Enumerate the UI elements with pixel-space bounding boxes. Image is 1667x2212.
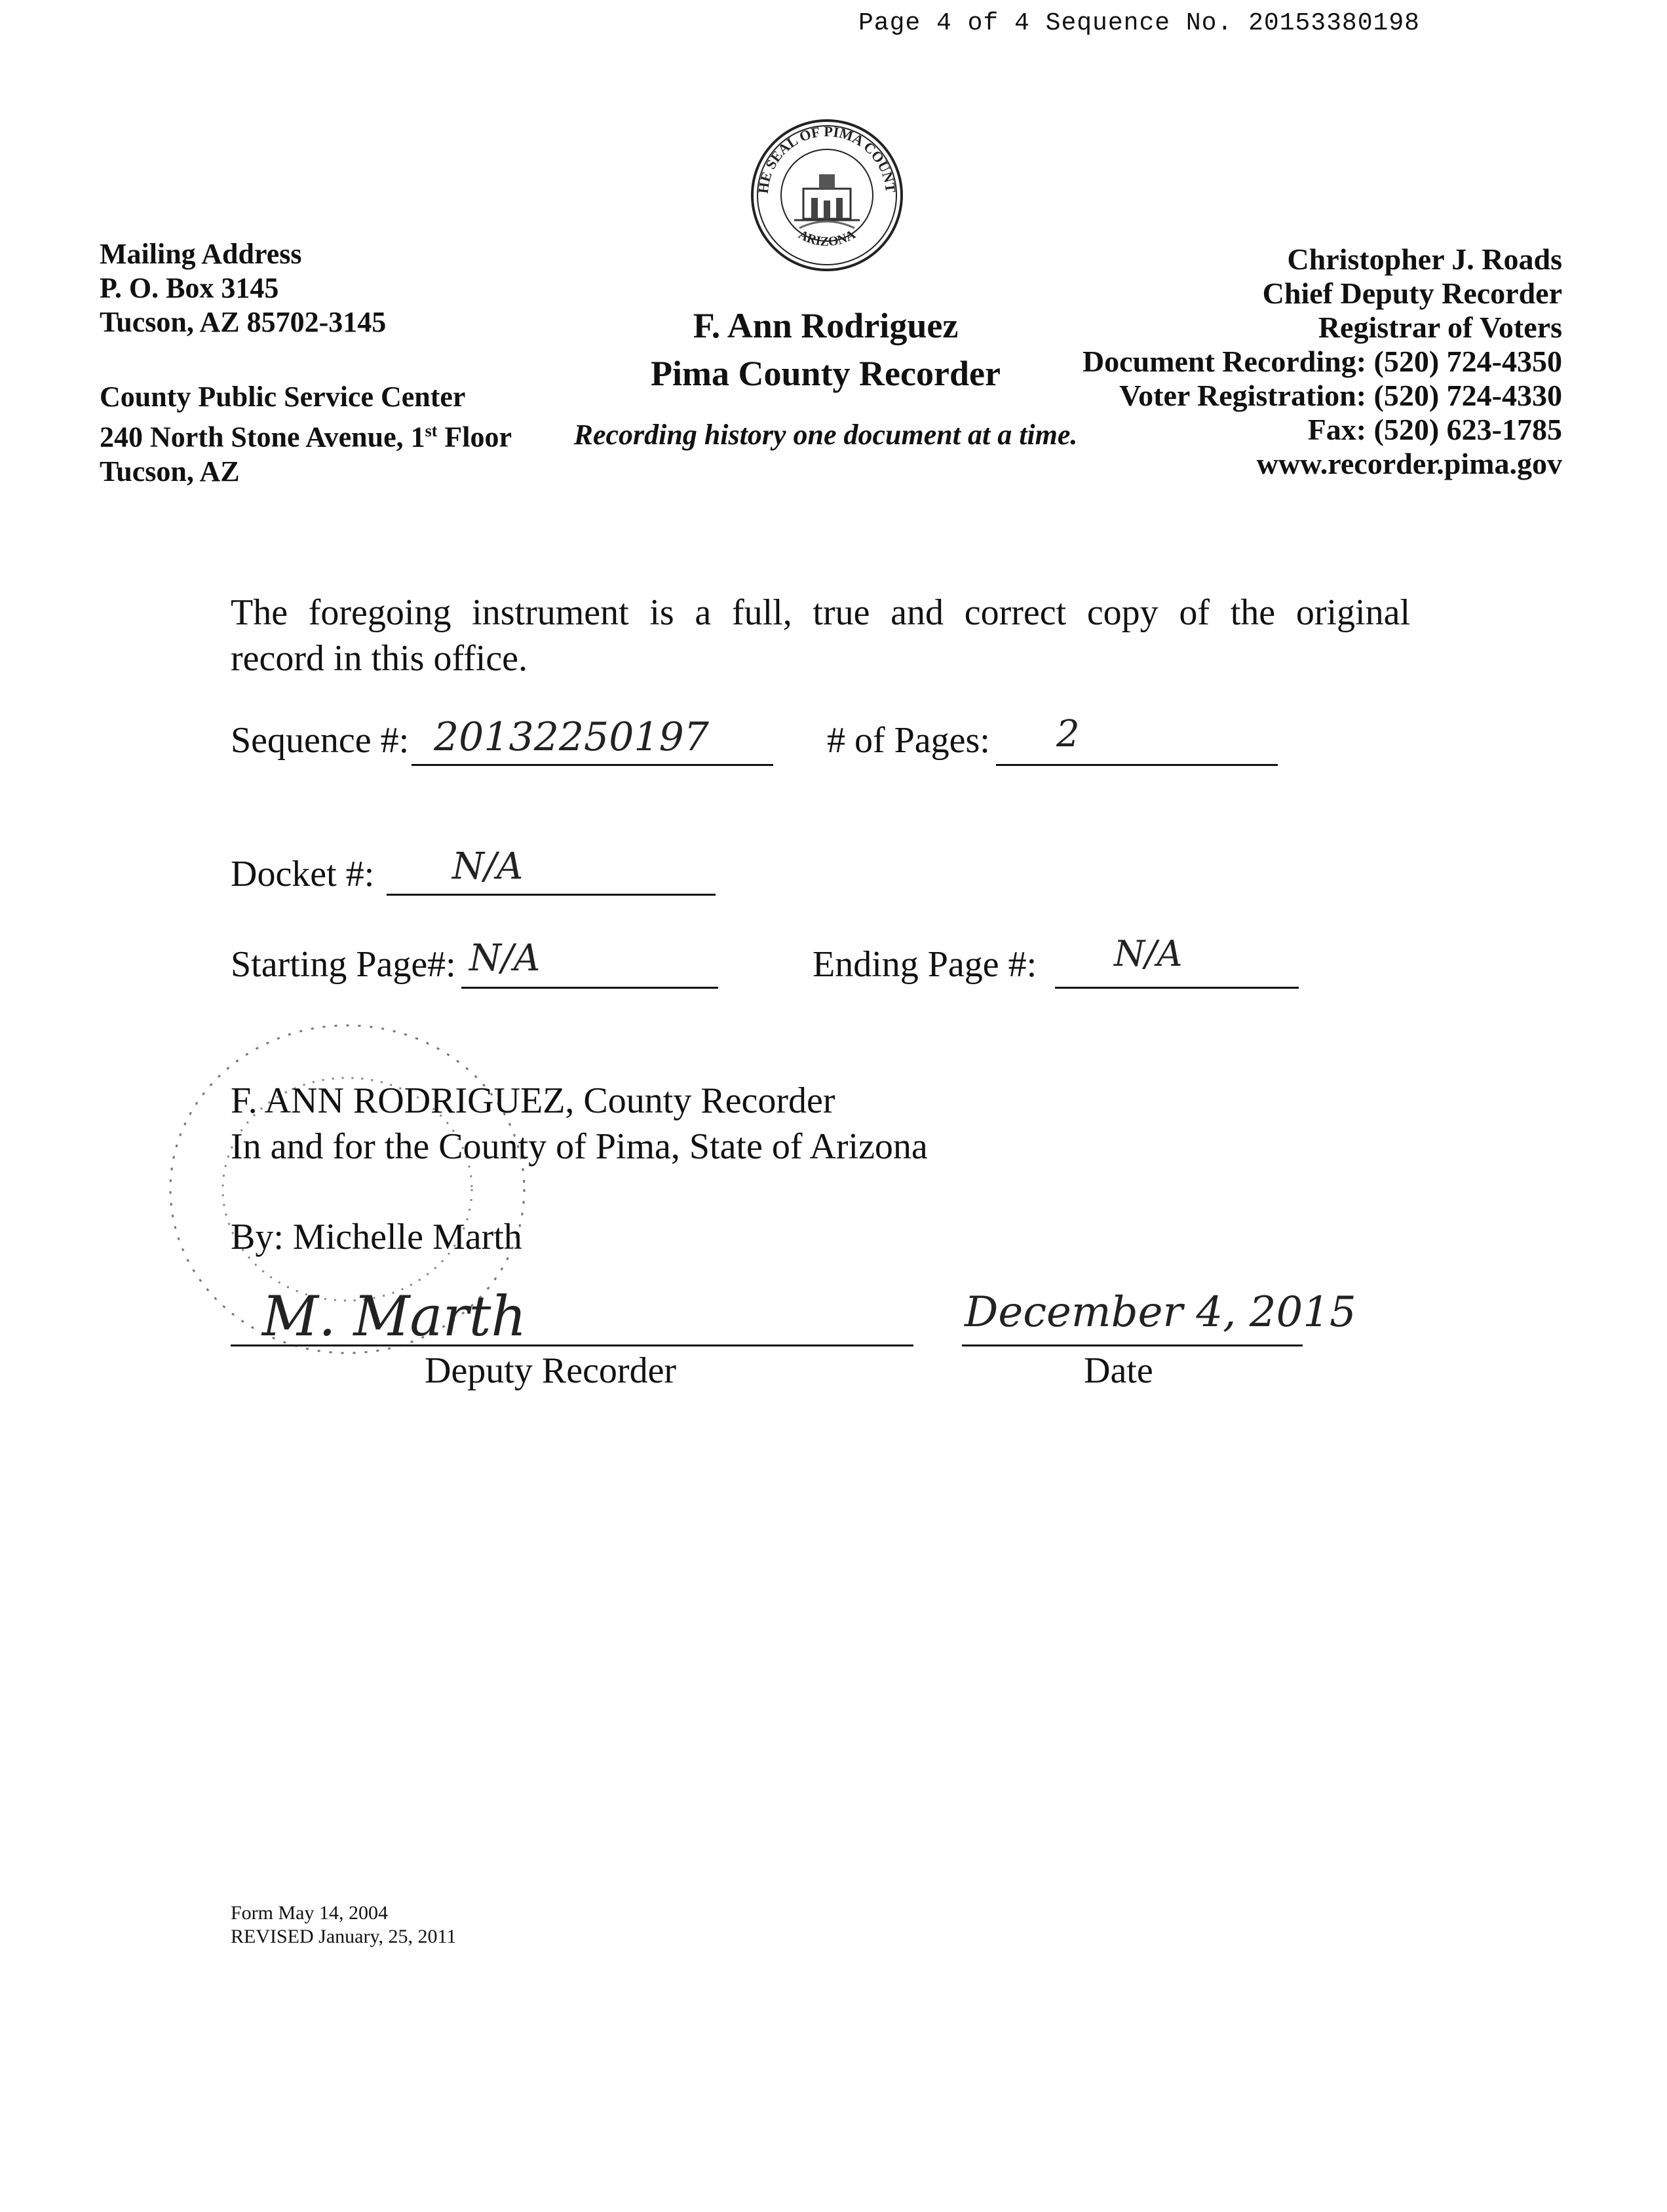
pages-handwritten: 2 <box>1056 713 1080 755</box>
form-revised: REVISED January, 25, 2011 <box>231 1926 457 1947</box>
certification-statement <box>231 590 1410 681</box>
mailing-address-title: Mailing Address <box>100 238 302 270</box>
county-seal <box>748 117 906 274</box>
by-line: By: Michelle Marth <box>231 1217 522 1257</box>
signature-underline <box>231 1344 913 1346</box>
pages-label: # of Pages: <box>827 720 990 761</box>
deputy-signature: M. Marth <box>262 1284 527 1348</box>
jurisdiction-line: In and for the County of Pima, State of Arizona <box>231 1126 928 1167</box>
service-center-line1: 240 North Stone Avenue, 1st Floor <box>100 421 512 453</box>
sequence-underline <box>412 764 773 766</box>
service-center-title: County Public Service Center <box>100 381 466 413</box>
ending-page-label: Ending Page #: <box>813 944 1037 985</box>
recorder-title: Pima County Recorder <box>651 354 1001 393</box>
document-recording-phone: Document Recording: (520) 724-4350 <box>1082 345 1562 378</box>
docket-handwritten: N/A <box>452 845 524 888</box>
chief-deputy-name: Christopher J. Roads <box>1287 242 1562 276</box>
voter-registration-phone: Voter Registration: (520) 724-4330 <box>1119 379 1562 412</box>
form-footer <box>231 1901 456 1949</box>
deputy-contact-block <box>1083 242 1562 481</box>
date-handwritten: December 4, 2015 <box>965 1288 1356 1337</box>
ending-page-underline <box>1055 987 1299 989</box>
registrar-title: Registrar of Voters <box>1318 311 1562 344</box>
sequence-label: Sequence #: <box>231 720 410 761</box>
date-label: Date <box>1084 1350 1153 1391</box>
service-center-line2: Tucson, AZ <box>100 455 240 487</box>
page-sequence-header: Page 4 of 4 Sequence No. 20153380198 <box>858 9 1420 37</box>
date-underline <box>962 1344 1303 1346</box>
sequence-handwritten: 20132250197 <box>434 714 709 760</box>
ending-page-handwritten: N/A <box>1114 933 1183 974</box>
recorder-line: F. ANN RODRIGUEZ, County Recorder <box>231 1080 835 1121</box>
mailing-address-line2: Tucson, AZ 85702-3145 <box>100 306 387 338</box>
website: www.recorder.pima.gov <box>1256 447 1562 480</box>
mailing-address-line1: P. O. Box 3145 <box>100 272 279 304</box>
chief-deputy-title: Chief Deputy Recorder <box>1262 276 1562 310</box>
docket-label: Docket #: <box>231 854 375 894</box>
svg-text:ARIZONA: ARIZONA <box>795 227 858 250</box>
form-date: Form May 14, 2004 <box>231 1902 388 1924</box>
starting-page-underline <box>461 987 718 989</box>
deputy-recorder-label: Deputy Recorder <box>425 1350 677 1391</box>
starting-page-label: Starting Page#: <box>231 944 456 985</box>
recorder-name: F. Ann Rodriguez <box>693 306 959 345</box>
svg-text:THE SEAL OF PIMA COUNTY: HE SEAL OF PIMA COUNT <box>754 123 900 195</box>
docket-underline <box>387 894 716 896</box>
recorder-tagline: Recording history one document at a time. <box>573 419 1078 451</box>
starting-page-handwritten: N/A <box>469 937 541 980</box>
service-center-block <box>100 380 512 489</box>
pages-underline <box>996 764 1278 766</box>
fax-number: Fax: (520) 623-1785 <box>1307 413 1562 446</box>
certification-line2: record in this office. <box>231 638 528 679</box>
certification-line1: The foregoing instrument is a full, true and correct copy of the original <box>231 592 1410 633</box>
mailing-address-block <box>100 237 386 339</box>
